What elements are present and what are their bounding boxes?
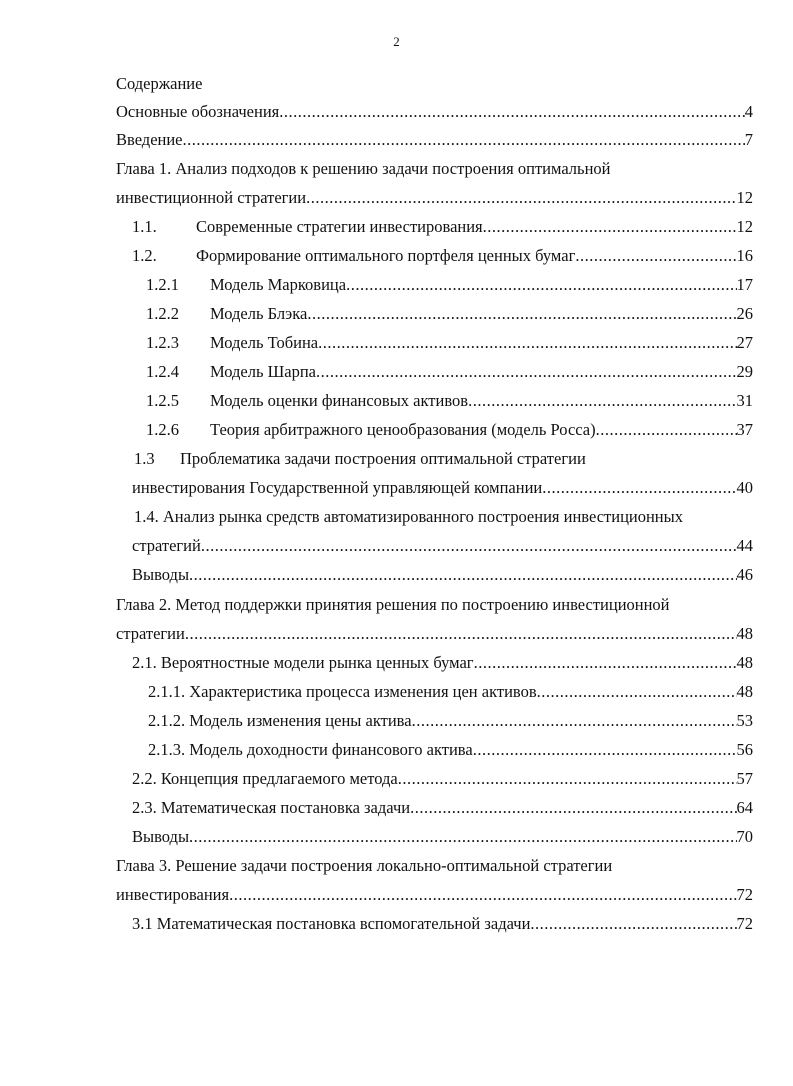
toc-page-number: 17	[736, 275, 753, 294]
toc-entry-conclusions-1[interactable]	[132, 563, 753, 587]
toc-entry-text: Современные стратегии инвестирования	[196, 217, 483, 236]
toc-entry-introduction[interactable]	[116, 128, 753, 152]
toc-page-number: 29	[736, 362, 753, 381]
dot-leader	[410, 796, 736, 820]
toc-page-number: 48	[736, 653, 753, 672]
dot-leader	[279, 100, 744, 124]
toc-entry-2-1-1[interactable]	[148, 680, 753, 704]
toc-entry-chapter-1-line-1[interactable]	[116, 157, 610, 181]
section-number: 1.2.2	[146, 304, 179, 323]
toc-entry-text: Модель Марковица	[210, 275, 347, 294]
toc-entry-1-2-2[interactable]	[146, 302, 753, 326]
toc-entry-chapter-3[interactable]	[116, 883, 753, 907]
toc-page-number: 26	[736, 304, 753, 323]
dot-leader	[412, 709, 737, 733]
dot-leader	[473, 738, 737, 762]
toc-page-number: 46	[736, 565, 753, 584]
toc-entry-text: Модель Блэка	[210, 304, 308, 323]
toc-entry-1-2[interactable]	[132, 244, 753, 268]
toc-entry-chapter-2-line-1[interactable]	[116, 593, 670, 617]
toc-entry-text: Модель Шарпа	[210, 362, 317, 381]
toc-entry-text: инвестирования	[116, 885, 230, 904]
dot-leader	[189, 563, 736, 587]
toc-entry-2-1[interactable]	[132, 651, 753, 675]
section-number: 1.1.	[132, 217, 157, 236]
toc-entry-notation[interactable]	[116, 100, 753, 124]
toc-entry-text: 3.1 Математическая постановка вспомогательной задачи	[132, 914, 531, 933]
toc-page-number: 4	[744, 102, 753, 121]
toc-page-number: 70	[736, 827, 753, 846]
toc-page-number: 12	[736, 188, 753, 207]
toc-entry-text: Выводы	[132, 827, 190, 846]
toc-entry-2-1-2[interactable]	[148, 709, 753, 733]
toc-entry-3-1[interactable]	[132, 912, 753, 936]
toc-page-number: 57	[736, 769, 753, 788]
dot-leader	[183, 128, 745, 152]
dot-leader	[483, 215, 737, 239]
toc-page-number: 27	[736, 333, 753, 352]
toc-entry-2-2[interactable]	[132, 767, 753, 791]
toc-entry-text: Глава 3. Решение задачи построения локально-оптимальной стратегии	[116, 856, 613, 875]
toc-page-number: 72	[736, 885, 753, 904]
dot-leader	[575, 244, 736, 268]
toc-entry-text: Формирование оптимального портфеля ценных бумаг	[196, 246, 576, 265]
dot-leader	[201, 534, 737, 558]
dot-leader	[542, 476, 736, 500]
toc-entry-text: 2.1.1. Характеристика процесса изменения цен активов	[148, 682, 537, 701]
section-number: 1.3	[134, 449, 155, 468]
toc-entry-text: 2.1.3. Модель доходности финансового актива	[148, 740, 473, 759]
toc-entry-text: Глава 2. Метод поддержки принятия решения по построению инвестиционной	[116, 595, 670, 614]
toc-entry-text: 1.4. Анализ рынка средств автоматизированного построения инвестиционных	[134, 507, 683, 526]
toc-entry-1-2-6[interactable]	[146, 418, 753, 442]
toc-entry-1-4-line-1[interactable]	[134, 505, 683, 529]
toc-page-number: 48	[736, 682, 753, 701]
section-number: 1.2.4	[146, 362, 179, 381]
toc-entry-text: стратегий	[132, 536, 201, 555]
toc-entry-1-3[interactable]	[132, 476, 753, 500]
toc-entry-text: Проблематика задачи построения оптимальной стратегии	[180, 449, 586, 468]
section-number: 1.2.1	[146, 275, 179, 294]
dot-leader	[474, 651, 737, 675]
dot-leader	[398, 767, 737, 791]
dot-leader	[596, 418, 737, 442]
toc-entry-text: Основные обозначения	[116, 102, 280, 121]
toc-entry-2-3[interactable]	[132, 796, 753, 820]
dot-leader	[306, 186, 736, 210]
dot-leader	[229, 883, 736, 907]
toc-page-number: 48	[736, 624, 753, 643]
dot-leader	[530, 912, 736, 936]
toc-entry-text: Модель оценки финансовых активов	[210, 391, 469, 410]
toc-page-number: 44	[736, 536, 753, 555]
toc-page-number: 12	[736, 217, 753, 236]
toc-entry-text: инвестиционной стратегии	[116, 188, 307, 207]
toc-entry-text: инвестирования Государственной управляющей компании	[132, 478, 543, 497]
toc-entry-2-1-3[interactable]	[148, 738, 753, 762]
toc-entry-conclusions-2[interactable]	[132, 825, 753, 849]
toc-entry-1-3-line-1[interactable]	[134, 447, 586, 471]
toc-entry-text: Теория арбитражного ценообразования (модель Росса)	[210, 420, 596, 439]
toc-entry-text: стратегии	[116, 624, 185, 643]
dot-leader	[468, 389, 736, 413]
toc-page-number: 64	[736, 798, 753, 817]
page-number: 2	[393, 34, 400, 49]
toc-entry-text: Модель Тобина	[210, 333, 319, 352]
dot-leader	[316, 360, 736, 384]
toc-entry-1-2-3[interactable]	[146, 331, 753, 355]
toc-title: Содержание	[116, 74, 203, 93]
toc-page-number: 40	[736, 478, 753, 497]
toc-page-number: 72	[736, 914, 753, 933]
toc-page-number: 31	[736, 391, 753, 410]
toc-page-number: 16	[736, 246, 753, 265]
dot-leader	[318, 331, 736, 355]
toc-entry-text: Выводы	[132, 565, 190, 584]
section-number: 1.2.3	[146, 333, 179, 352]
toc-entry-text: Глава 1. Анализ подходов к решению задачи построения оптимальной	[116, 159, 611, 178]
toc-entry-chapter-2[interactable]	[116, 622, 753, 646]
toc-entry-text: 2.1. Вероятностные модели рынка ценных бумаг	[132, 653, 474, 672]
dot-leader	[346, 273, 736, 297]
toc-entry-text: 2.1.2. Модель изменения цены актива	[148, 711, 412, 730]
toc-entry-1-2-5[interactable]	[146, 389, 753, 413]
dot-leader	[189, 825, 736, 849]
dot-leader	[537, 680, 737, 704]
toc-entry-1-1[interactable]	[132, 215, 753, 239]
toc-page-number: 53	[736, 711, 753, 730]
toc-entry-1-2-1[interactable]	[146, 273, 753, 297]
section-number: 1.2.	[132, 246, 157, 265]
toc-page-number: 56	[736, 740, 753, 759]
toc-entry-chapter-3-line-1[interactable]	[116, 854, 612, 878]
section-number: 1.2.6	[146, 420, 179, 439]
toc-page-number: 7	[744, 130, 753, 149]
toc-entry-text: 2.3. Математическая постановка задачи	[132, 798, 411, 817]
toc-entry-text: Введение	[116, 130, 183, 149]
toc-entry-chapter-1[interactable]	[116, 186, 753, 210]
toc-entry-text: 2.2. Концепция предлагаемого метода	[132, 769, 398, 788]
toc-entry-1-4[interactable]	[132, 534, 753, 558]
toc-entry-1-2-4[interactable]	[146, 360, 753, 384]
dot-leader	[307, 302, 736, 326]
toc-page-number: 37	[736, 420, 753, 439]
dot-leader	[185, 622, 737, 646]
section-number: 1.2.5	[146, 391, 179, 410]
